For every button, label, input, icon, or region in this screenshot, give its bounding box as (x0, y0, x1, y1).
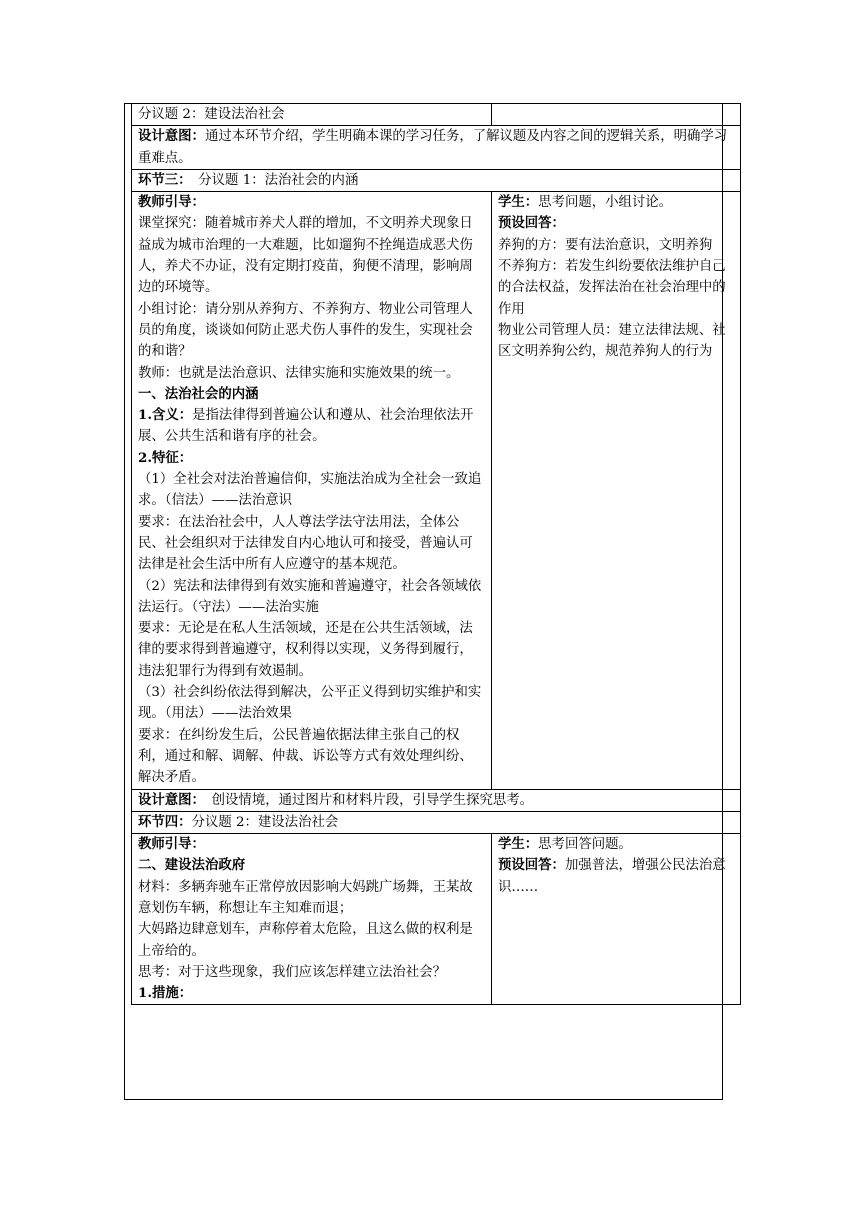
table-row (132, 789, 741, 811)
student-line (498, 834, 734, 855)
answer-non-owner: 不养狗方：若发生纠纷要依法维护自己的合法权益，发挥法治在社会治理中的作用 (498, 259, 726, 317)
preset-answer-label: 预设回答： (498, 857, 565, 874)
section-heading: 二、建设法治政府 (138, 857, 246, 874)
step-title: 分议题 1：法治社会的内涵 (184, 172, 359, 188)
step-label: 环节三： (138, 171, 185, 188)
feature-1-requirement: 要求：在法治社会中，人人尊法学法守法用法，全体公民、社会组织对于法律发自内心地认可和接受，普遍认可法律是社会生活中所有人应遵守的基本规范。 (138, 514, 473, 573)
design-intent-text: 创设情境，通过图片和材料片段，引导学生探究思考。 (198, 792, 534, 808)
preset-answer-text: 加强普法，增强公民法治意识…… (498, 858, 726, 895)
definition-paragraph (138, 405, 485, 448)
feature-3: （3）社会纠纷依法得到解决，公平正义得到切实维护和实现。（用法）——法治效果 (138, 685, 482, 722)
student-label: 学生： (498, 194, 539, 211)
feature-2-requirement: 要求：无论是在私人生活领域，还是在公共生活领域，法律的要求得到普遍遵守，权利得以实现，义务得到履行，违法犯罪行为得到有效遏制。 (138, 621, 473, 679)
student-text: 思考问题，小组讨论。 (538, 195, 673, 211)
section-heading: 一、法治社会的内涵 (138, 385, 259, 402)
step-heading-cell (132, 811, 741, 833)
teacher-cell (132, 834, 492, 1005)
table-row (132, 811, 741, 833)
teacher-guide-label: 教师引导： (138, 836, 205, 853)
answer-dog-owner: 养狗的方：要有法治意识，文明养狗 (498, 237, 713, 253)
preset-answer-label: 预设回答： (498, 215, 565, 232)
student-cell (492, 192, 741, 789)
step-title: 分议题 2：建设法治社会 (191, 814, 339, 830)
design-intent-cell (132, 789, 741, 811)
student-line (498, 192, 734, 213)
feature-1: （1）全社会对法治普遍信仰，实施法治成为全社会一致追求。（信法）——法治意识 (138, 472, 482, 509)
teacher-guide-label: 教师引导： (138, 194, 205, 211)
feature-2: （2）宪法和法律得到有效实施和普遍遵守，社会各领域依法运行。（守法）——法治实施 (138, 578, 482, 615)
design-intent-cell (132, 126, 741, 170)
definition-text: 是指法律得到普遍公认和遵从、社会治理依法开展、公共生活和谐有序的社会。 (138, 408, 474, 445)
table-row (132, 169, 741, 191)
material-paragraph: 材料：多辆奔驰车正常停放因影响大妈跳广场舞，王某故意划伤车辆，称想让车主知难而退； (138, 879, 473, 916)
subtopic-text: 分议题 2：建设法治社会 (138, 107, 285, 122)
features-label: 2.特征： (138, 449, 193, 466)
student-text: 思考回答问题。 (538, 837, 632, 853)
table-row (132, 834, 741, 1005)
lesson-plan-table (131, 103, 741, 1005)
design-intent-label: 设计意图： (138, 791, 199, 808)
question-paragraph: 思考：对于这些现象，我们应该怎样建立法治社会？ (138, 964, 446, 980)
definition-label: 1.含义： (138, 407, 193, 424)
table-row (132, 126, 741, 170)
table-row (132, 104, 741, 126)
student-cell (492, 834, 741, 1005)
step-heading-cell (132, 169, 741, 191)
discussion-paragraph: 小组讨论：请分别从养狗方、不养狗方、物业公司管理人员的角度，谈谈如何防止恶犬伤人事件的发生，实现社会的和谐？ (138, 301, 473, 360)
measures-label: 1.措施： (138, 985, 193, 1002)
teacher-paragraph: 教师：也就是法治意识、法律实施和实施效果的统一。 (138, 365, 460, 381)
empty-cell (492, 104, 741, 126)
feature-3-requirement: 要求：在纠纷发生后，公民普遍依据法律主张自己的权利，通过和解、调解、仲裁、诉讼等方式有效处理纠纷、解决矛盾。 (138, 727, 473, 786)
teacher-cell (132, 192, 492, 789)
student-label: 学生： (498, 836, 539, 853)
design-intent-text: 通过本环节介绍，学生明确本课的学习任务，了解议题及内容之间的逻辑关系，明确学习重难点。 (138, 129, 728, 166)
step-label: 环节四： (138, 813, 192, 830)
table-row (132, 192, 741, 789)
subtopic-cell (132, 104, 492, 126)
design-intent-label: 设计意图： (138, 128, 205, 145)
answer-property-manager: 物业公司管理人员：建立法律法规、社区文明养狗公约，规范养狗人的行为 (498, 322, 726, 360)
inquiry-paragraph: 课堂探究：随着城市养犬人群的增加，不文明养犬现象日益成为城市治理的一大难题，比如遛狗不拴绳造成恶犬伤人，养犬不办证，没有定期打疫苗，狗便不清理，影响周边的环境等。 (138, 216, 473, 296)
material-paragraph-2: 大妈路边肆意划车，声称停着太危险，且这么做的权利是上帝给的。 (138, 922, 473, 959)
preset-answer-line (498, 855, 734, 898)
